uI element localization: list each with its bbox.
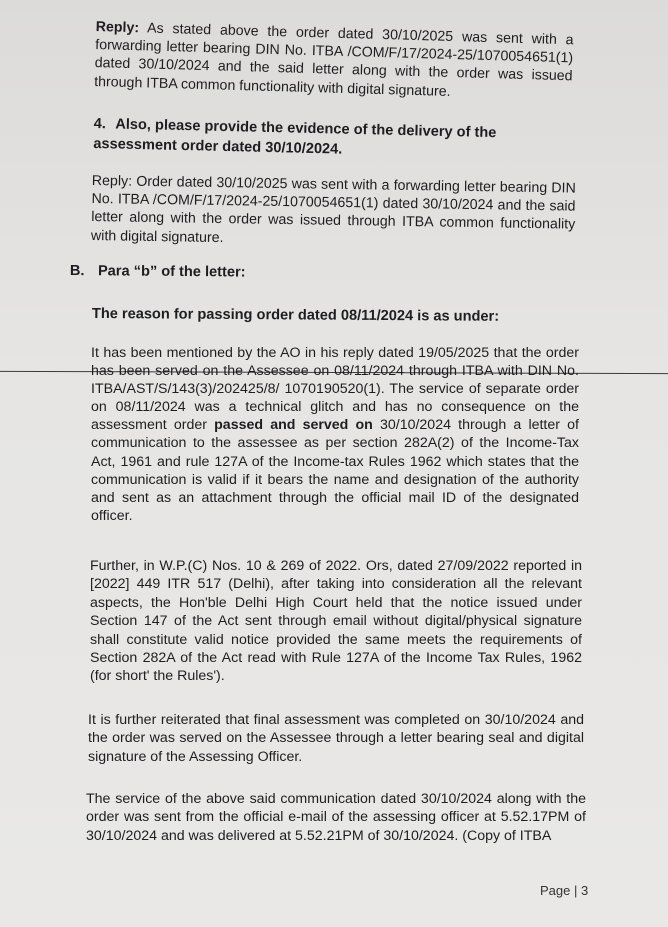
email-service-paragraph: The service of the above said communication dated 30/10/2024 along with the order was sent from the official e-mail of the assessing officer at 5.52.17PM of 30/10/2024 and was delivered at 5.52.21PM of 30/10/2024. (Copy of ITBA: [86, 791, 586, 844]
question-text: Also, please provide the evidence of the delivery of the assessment order dated 30/10/2024.: [93, 116, 497, 158]
reply-paragraph-3: [94, 18, 574, 104]
section-b-title: Para “b” of the letter:: [97, 263, 246, 281]
reply-label: Reply:: [95, 18, 140, 37]
page-label: Page | 3: [540, 883, 589, 898]
case-law-paragraph: Further, in W.P.(C) Nos. 10 & 269 of 2022. Ors, dated 27/09/2022 reported in [2022] 449 ITR 517 (Delhi), after taking into consideration all the relevant aspects, the Hon'ble Delhi High Court held that the notice issued under Section 147 of the Act sent through email without digital/physical signature shall constitute valid notice provided the same meets the requirements of Section 282A of the Act read with Rule 127A of the Income Tax Rules, 1962 (for short' the Rules').: [90, 558, 582, 685]
reply-text: As stated above the order dated 30/10/2025 was sent with a forwarding letter bearing DIN No. ITBA /COM/F/17/2024-25/1070054651(1) dated 30/10/2024 and the said letter along with the order was issued through ITBA common functionality with digital signature.: [94, 20, 574, 100]
reason-heading: The reason for passing order dated 08/11/2024 is as under:: [91, 305, 500, 325]
page-number: [540, 883, 588, 898]
reiteration-paragraph: It is further reiterated that final assessment was completed on 30/10/2024 and the order was served on the Assessee through a letter bearing seal and digital signature of the Assessing Officer.: [88, 712, 584, 765]
question-number: 4.: [93, 115, 107, 133]
service-text-bold: passed and served on: [214, 417, 373, 434]
service-text-after: 30/10/2024 through a letter of communication to the assessee as per section 282A(2) of the Income-Tax Act, 1961 and rule 127A of the Income-tax Rules 1962 which states that the communication is valid if it bears the name and designation of the authority and sent as an attachment through the official mail ID of the designated officer.: [91, 417, 579, 524]
service-explanation-paragraph: [91, 344, 579, 525]
reply-paragraph-4: Reply: Order dated 30/10/2025 was sent with a forwarding letter bearing DIN No. ITBA /COM/F/17/2024-25/1070054651(1) dated 30/10/2024 and the said letter along with the order was issued through ITBA common functionality with digital signature.: [90, 172, 576, 246]
service-text-before: It has been mentioned by the AO in his reply dated 19/05/2025 that the order has been served on the Assessee on 08/11/2024 through ITBA with DIN No. ITBA/AST/S/143(3)/202425/8/ 1070190520(1). The service of separate order on 08/11/2024 was a technical glitch and has no consequence on the assessment order: [91, 345, 579, 434]
section-b-heading: [70, 262, 570, 285]
question-4: [93, 114, 576, 165]
section-b-label: B.: [69, 262, 85, 280]
